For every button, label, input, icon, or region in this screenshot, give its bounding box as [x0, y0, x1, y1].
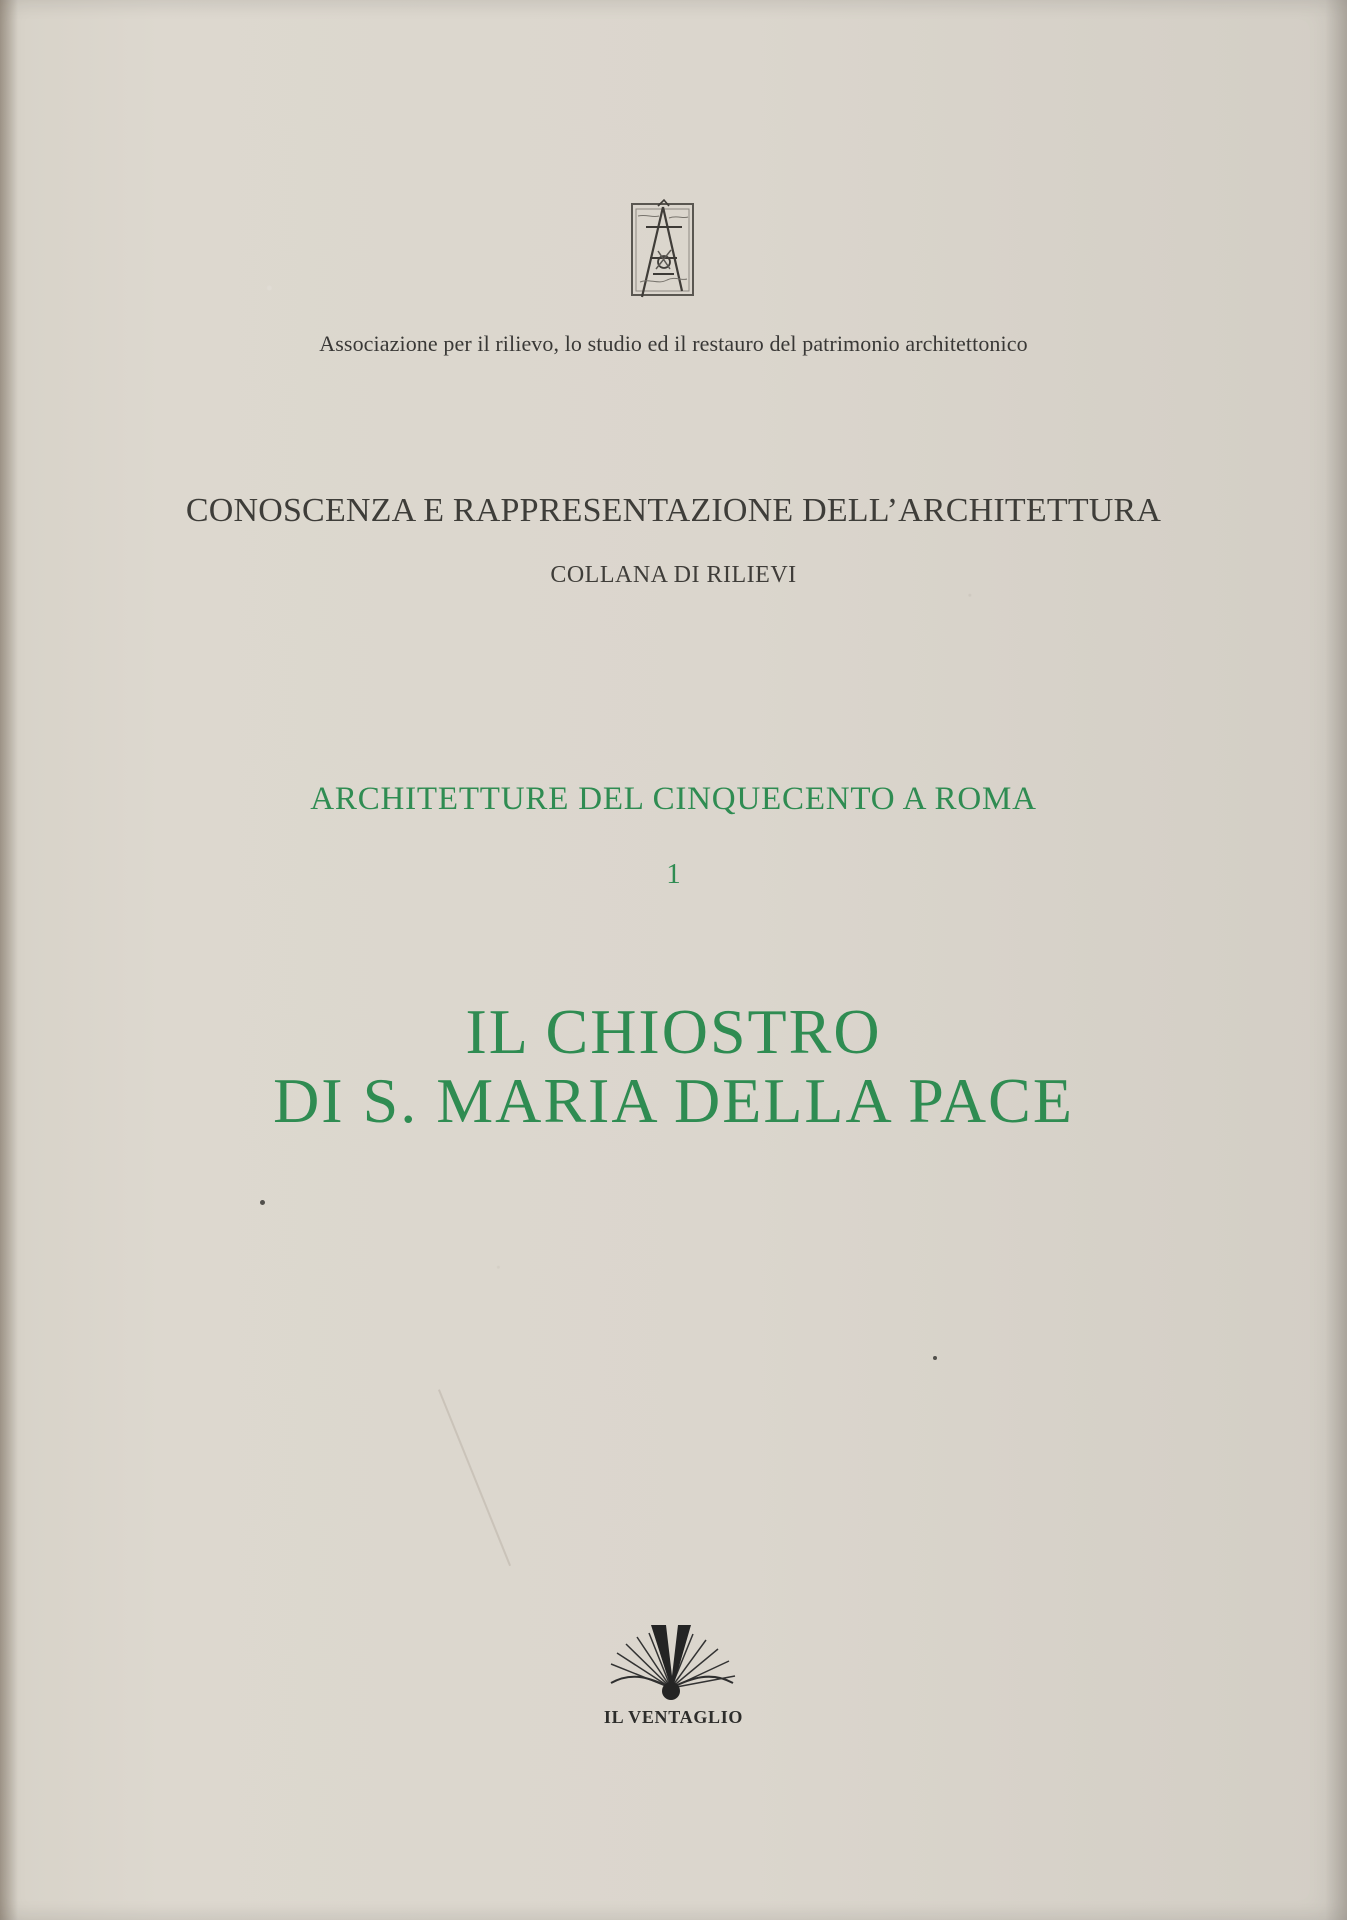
cover-right-shadow — [1325, 0, 1347, 1920]
book-title-line-2: DI S. MARIA DELLA PACE — [273, 1065, 1074, 1136]
subseries-title: ARCHITETTURE DEL CINQUECENTO A ROMA — [310, 781, 1037, 817]
ventaglio-fan-logo-icon — [597, 1625, 743, 1707]
cover-left-shadow — [0, 0, 18, 1920]
publisher-name: IL VENTAGLIO — [603, 1707, 744, 1727]
paper-speck — [260, 1200, 265, 1205]
volume-number: 1 — [666, 858, 681, 890]
association-line: Associazione per il rilievo, lo studio ed il restauro del patrimonio architettonico — [319, 331, 1028, 356]
paper-speck — [933, 1356, 937, 1360]
series-title: CONOSCENZA E RAPPRESENTAZIONE DELL’ARCHITETTURA — [185, 492, 1162, 529]
collection-label: COLLANA DI RILIEVI — [550, 562, 797, 588]
architectural-drafting-emblem-icon — [627, 196, 699, 302]
book-title-line-1: IL CHIOSTRO — [465, 996, 882, 1067]
paper-crease — [438, 1389, 511, 1566]
